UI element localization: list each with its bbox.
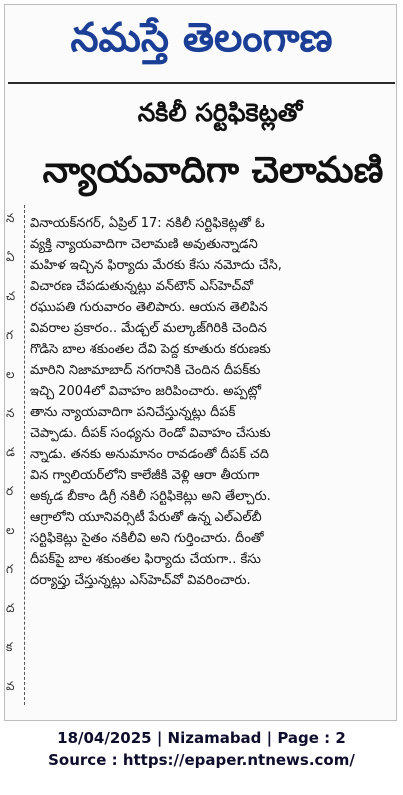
article-headline: న్యాయవాదిగా చెలామణి xyxy=(42,150,384,191)
adjacent-fragment: గ xyxy=(6,328,13,342)
article-line: వినాయక్‌నగర్, ఏప్రిల్ 17: నకిలీ సర్టిఫికెట్లతో ఓ xyxy=(30,216,265,231)
adjacent-fragment: వ xyxy=(6,679,15,693)
article-line: తాను న్యాయవాదిగా పనిచేస్తున్నట్లు దీపక్ xyxy=(30,405,236,420)
adjacent-fragment: డ xyxy=(6,445,15,459)
article-line: దర్యాప్తు చేస్తున్నట్లు ఎస్‌హెచ్‌వో వివరించారు. xyxy=(30,573,251,588)
article-line: విన గ్వాలియర్‌లోని కాలేజీకి వెళ్లి ఆరా తీయగా xyxy=(30,468,260,483)
footer-date-edition: 18/04/2025 | Nizamabad | Page : 2 xyxy=(57,729,346,747)
masthead-divider xyxy=(8,82,395,84)
adjacent-fragment: ల xyxy=(6,367,15,381)
article-line: ఆగ్రాలోని యూనివర్సిటీ పేరుతో ఉన్న ఎల్‌ఎల్‌బీ xyxy=(30,510,262,525)
article-line: రఘుపతి గురువారం తెలిపారు. ఆయన తెలిపిన xyxy=(30,300,268,315)
adjacent-fragment: గ xyxy=(6,562,13,576)
article-line: చెప్పాడు. దీపక్ సంధ్యను రెండో వివాహం చేసుకు xyxy=(30,426,271,441)
adjacent-fragment: క xyxy=(6,640,13,654)
adjacent-fragment: చ xyxy=(6,289,16,303)
adjacent-fragment: ఏ xyxy=(6,250,15,264)
article-line: అక్కడ బీకాం డిగ్రీ నకిలీ సర్టిఫికెట్లు అని తేల్చారు. xyxy=(30,489,271,504)
article-subheading: నకిలీ సర్టిఫికెట్లతో xyxy=(137,98,303,127)
adjacent-fragment: ల xyxy=(6,523,15,537)
article-line: మహిళ ఇచ్చిన ఫిర్యాదు మేరకు కేసు నమోదు చేసి, xyxy=(30,258,282,273)
adjacent-fragment: ర xyxy=(6,484,14,498)
newspaper-masthead: నమస్తే తెలంగాణ xyxy=(70,15,333,61)
adjacent-fragment: ద xyxy=(6,601,15,615)
adjacent-fragment: న xyxy=(6,406,15,420)
article-line: వ్యక్తి న్యాయవాదిగా చెలామణి అవుతున్నాడని xyxy=(30,237,258,252)
article-line: దీపక్‌పై బాల శకుంతల ఫిర్యాదు చేయగా.. కేసు xyxy=(30,552,261,567)
article-line: విచారణ చేపడుతున్నట్లు వన్‌టౌన్ ఎస్‌హెచ్‌వో xyxy=(30,279,254,294)
article-line: వివరాల ప్రకారం.. మేడ్చల్ మల్కాజ్‌గిరికి చెందిన xyxy=(30,321,267,336)
article-line: మారిని నిజామాబాద్ నగరానికి చెందిన దీపక్‌కు xyxy=(30,363,261,378)
article-line: గొడిసె బాల శకుంతల దేవి పెద్ద కూతురు కరుణకు xyxy=(30,342,271,357)
adjacent-fragment: న xyxy=(6,211,15,225)
page-footer xyxy=(0,727,403,771)
footer-source: Source : https://epaper.ntnews.com/ xyxy=(48,751,355,769)
adjacent-column-strip xyxy=(6,205,25,705)
article-line: సర్టిఫికెట్లు సైతం నకిలీవి అని గుర్తించారు. దీంతో xyxy=(30,531,264,546)
article-line: న్నాడు. తనకు అనుమానం రావడంతో దీపక్ చది xyxy=(30,447,269,462)
article-body xyxy=(30,213,390,591)
article-line: ఇచ్చి 2004లో వివాహం జరిపించారు. అప్పట్లో xyxy=(30,384,262,399)
